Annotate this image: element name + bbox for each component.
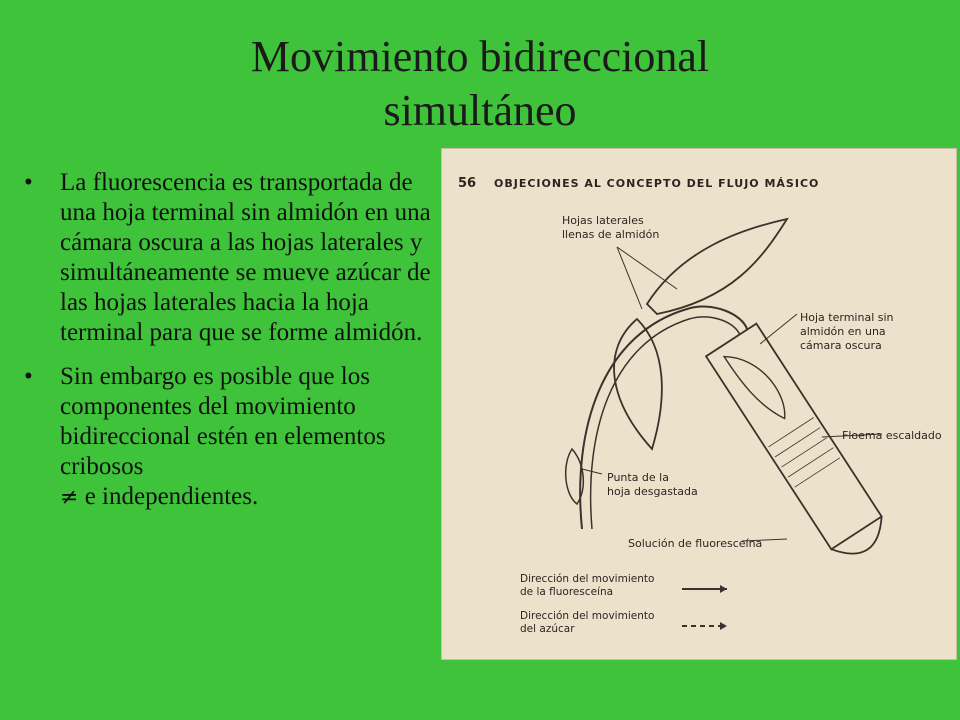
bullet-item (22, 168, 442, 348)
test-tube (706, 324, 892, 566)
legend-fluorescein: Dirección del movimiento de la fluoresceína (520, 573, 655, 598)
label-solution: Solución de fluoresceína (628, 537, 763, 550)
bullet-list (22, 168, 442, 527)
lateral-leaf-lower (614, 319, 662, 449)
lateral-leaf-upper (647, 219, 787, 314)
figure-page-number: 56 (458, 176, 477, 191)
label-lateral-leaves: Hojas laterales llenas de almidón (562, 214, 660, 241)
label-leaf-tip: Punta de la hoja desgastada (607, 471, 698, 498)
pointer-line (760, 314, 797, 344)
bullet-icon: • (24, 169, 33, 196)
plant-diagram (442, 149, 956, 659)
slide-title (0, 30, 960, 138)
not-equal-symbol: ≠ (60, 485, 79, 510)
bullet-item (22, 362, 442, 513)
book-figure (441, 148, 957, 660)
bullet-icon: • (24, 363, 33, 390)
bullet-text-end: e independientes. (84, 483, 259, 510)
bullet-text: Sin embargo es posible que los componentes del movimiento bidireccional estén en elementos cribosos (60, 363, 386, 480)
legend-sugar: Dirección del movimiento del azúcar (520, 610, 655, 635)
figure-header: OBJECIONES AL CONCEPTO DEL FLUJO MÁSICO (494, 177, 820, 190)
title-line-2: simultáneo (383, 86, 577, 135)
label-terminal-leaf: Hoja terminal sin almidón en una cámara oscura (800, 311, 894, 352)
bullet-text: La fluorescencia es transportada de una hoja terminal sin almidón en una cámara oscura a las hojas laterales y simultáneamente se mueve azúcar de las hojas laterales hacia la hoja terminal para que se forme almidón. (60, 169, 431, 346)
title-line-1: Movimiento bidireccional (250, 32, 710, 81)
label-phloem: Floema escaldado (842, 429, 942, 442)
